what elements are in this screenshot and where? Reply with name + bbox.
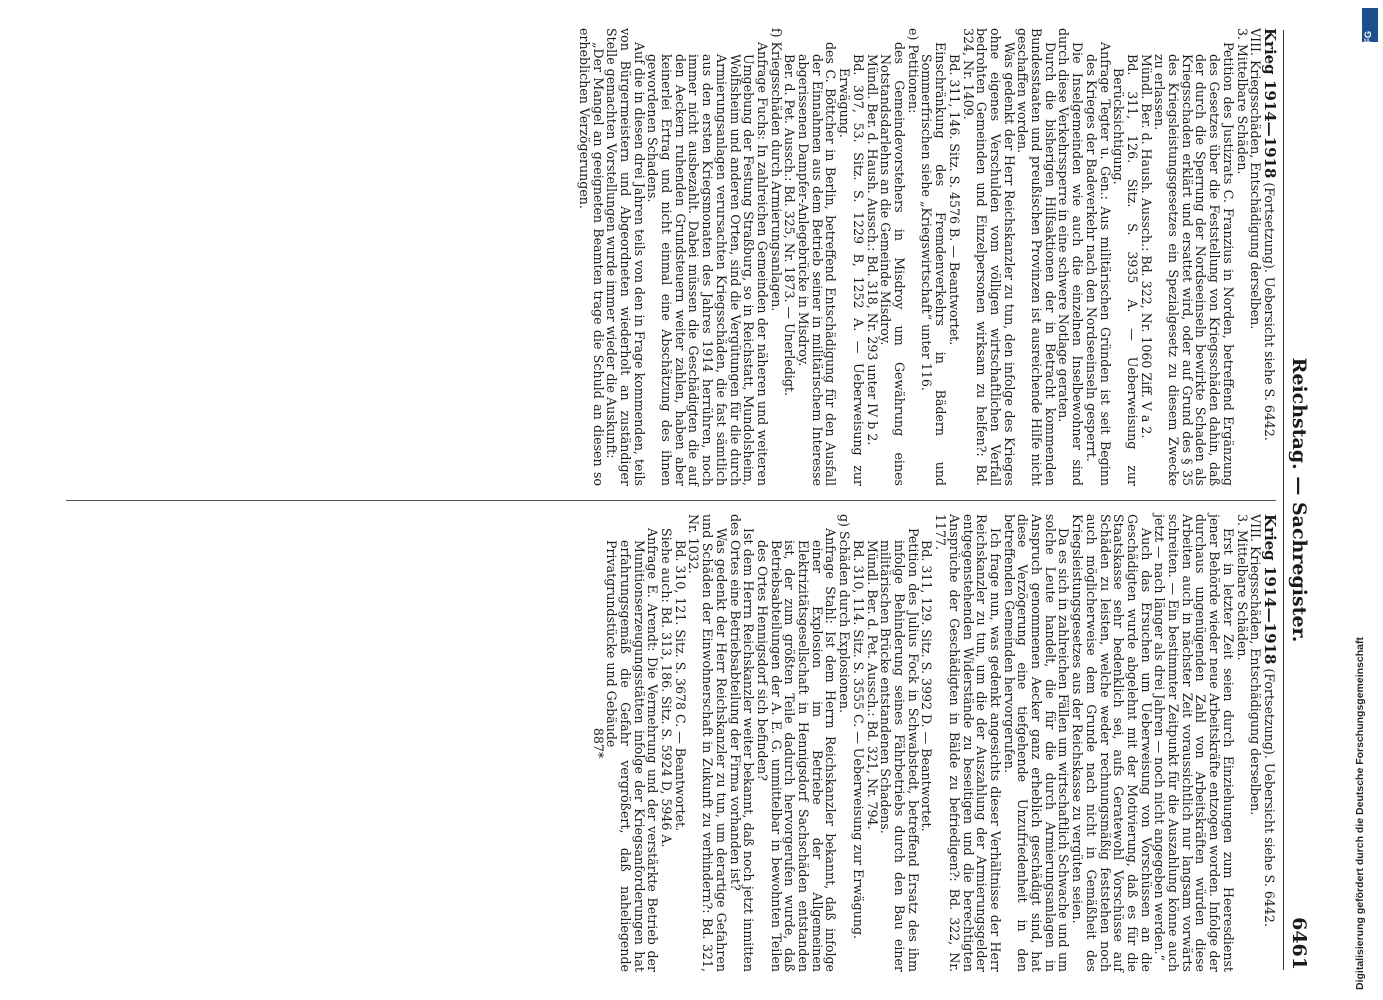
subsection-heading: e) Petitionen: (905, 28, 921, 114)
page-number: 6461 (1288, 917, 1310, 970)
paragraph: Ber. d. Pet. Aussch.: Bd. 325, Nr. 1873. — Unerledigt. (782, 54, 798, 396)
paragraph: Bd. 311, 146. Sitz. S. 4576 B. — Beantwortet. (946, 54, 962, 346)
section-heading: 3. Mittelbare Schäden. (1234, 514, 1250, 661)
section-heading: Krieg 1914—1918 (Fortsetzung). Uebersicht siehe S. 6442. (1261, 28, 1279, 441)
dfg-logo (1362, 8, 1378, 50)
paragraph: Einschränkung des Fremdenverkehrs in Bädern und Sommerfrischen siehe „Kriegswirtschaft“ unter 116. (919, 42, 949, 486)
paragraph: Anfrage E. Arendt: Die Vermehrung und der verstärkte Betrieb der Munitionserzeugungsstätten infolge der Kriegsanforderungen hat erfahrungsgemäß die Gefahr vergrößert, daß naheliegende Privatgrundstücke und Gebäude (604, 528, 661, 972)
paragraph: Bd. 310, 121. Sitz. S. 3678 C. — Beantwortet. (672, 540, 688, 832)
subsection-heading: f) Kriegsschäden durch Armierungsanlagen. (768, 28, 784, 312)
paragraph: Mündl. Ber. d. Haush. Aussch.: Bd. 322, Nr. 1060 Ziff. V a 2. (1138, 54, 1154, 439)
paragraph: des C. Böttcher in Berlin, betreffend Entschädigung für den Ausfall der Einnahmen aus dem Betrieb seiner in militärischem Interesse abgerissenen Dampfer-Anlegebrücke in Misdroy. (796, 42, 839, 486)
paragraph: Anfrage Fuchs: In zahlreichen Gemeinden der näheren und weiteren Umgebung der Festung Straßburg, so in Reichstatt, Mundolsheim, Wolfisheim und anderen Orten, sind die Vergütungen für die durch Armierungsanlagen verursachten Kriegsschäden, die fast sämtlich aus den ersten Kriegsmonaten des Jahres 1914 herrühren, noch immer nicht ausbezahlt. Dabei müssen die Geschädigten die auf den Aeckern ruhenden Grundsteuern weiter zahlen, haben aber keinerlei Ertrag und nicht einmal eine Abschätzung des ihnen gewordenen Schadens. (645, 42, 770, 486)
paragraph: Da es sich in zahlreichen Fällen um wirtschaftlich Schwache und um solche Leute handelt, die für die durch Armierungsanlagen in Anspruch genommenen Aecker ganz erheblich geschädigt sind, hat diese Verzögerung eine tiefgehende Unzufriedenheit in den betreffenden Gemeinden hervorgerufen. (1001, 514, 1072, 972)
paragraph: Anfrage Stahl: Ist dem Herrn Reichskanzler bekannt, daß infolge einer Explosion im Betriebe der Allgemeinen Elektrizitätsgesellschaft in Hennigsdorf Sachschäden entstanden ist, der zum größten Teile dadurch hervorgerufen wurde, daß Betriebsabteilungen der A. E. G. unmittelbar in bewohnten Teilen des Ortes Hennigsdorf sich befinden? (754, 528, 839, 972)
paragraph: Mündl. Ber. d. Pet. Aussch.: Bd. 321, Nr. 794. (864, 540, 880, 830)
paragraph: 887* (590, 727, 606, 759)
section-heading: 3. Mittelbare Schäden. (1234, 28, 1250, 175)
paragraph: Ich frage nun, was gedenkt angesichts dieser Verhältnisse der Herr Reichskanzler zu tun, um die der Auszahlung der Armierungsgelder entgegenstehenden Widerstände zu beseitigen und die berechtigten Ansprüche der Geschädigten in Bälde zu befriedigen?: Bd. 322, Nr. 1177. (933, 514, 1003, 972)
paragraph: Bd. 311, 126. Sitz. S. 3935 A. — Ueberweisung zur Berücksichtigung. (1111, 54, 1140, 486)
paragraph: Anfrage Tegter u. Gen.: Aus militärischen Gründen ist seit Beginn des Krieges der Badeverkehr nach den Nordseeinseln gesperrt. (1083, 42, 1113, 486)
right-column (36, 514, 1279, 972)
paragraph: Petition des Justizrats C. Franzius in Norden, betreffend Ergänzung des Gesetzes über die Feststellung von Kriegsschäden dahin, daß der durch die Sperrung der Nordseeinseln bewirkte Schaden als Kriegsschaden erklärt und ersattet wird, oder auf Grund des § 35 des Kriegsleistungsgesetzes ein Spezialgesetz zu diesem Zwecke zu erlassen. (1152, 42, 1236, 486)
dfg-logo-text: DFG (1363, 31, 1373, 50)
paragraph: Ist dem Herrn Reichskanzler weiter bekannt, daß noch jetzt inmitten des Ortes eine Betriebsabteilung der Firma vorhanden ist? (727, 514, 757, 972)
paragraph: Erst in letzter Zeit seien durch Einziehungen zum Heeresdienst jener Behörde wieder neue Arbeitskräfte entzogen worden. Infolge der durchaus ungenügenden Zahl von Arbeitskräften würden diese Arbeiten auch in nächster Zeit voraussichtlich nur langsam vorwärts schreiten. — Ein bestimmter Zeitpunkt für die Auszahlung könne auch jetzt — nach länger als drei Jahren — noch nicht angegeben werden.“ (1152, 514, 1236, 972)
paragraph: Bd. 311, 129. Sitz. S. 3992 D. — Beantwortet. (919, 540, 935, 832)
digitization-note (1352, 10, 1372, 990)
section-heading: Krieg 1914—1918 (Fortsetzung). Uebersicht siehe S. 6442. (1261, 514, 1279, 927)
paragraph: Die Inselgemeinden wie auch die einzelnen Inselbewohner sind durch diese Verkehrssperre in eine schwere Notlage geraten. (1056, 28, 1086, 486)
paragraph: Siehe auch: Bd. 313, 186. Sitz. S. 5924 D, 5946 A. (659, 528, 675, 848)
digitization-note-text: Digitalisierung gefördert durch die Deutsche Forschungsgemeinschaft (1354, 637, 1366, 990)
paragraph: des Gemeindevorstehers in Misdroy um Gewährung eines Notstandsdarlehns an die Gemeinde Misdroy. (878, 42, 908, 486)
document-page (8, 0, 1338, 1000)
page-title: Reichstag. — Sachregister. (1288, 357, 1310, 643)
paragraph: Petition des Julius Fock in Schwabstedt, betreffend Ersatz des ihm infolge Behinderung seines Fährbetriebs durch den Bau einer militärischen Brücke entstandenen Schadens. (878, 528, 921, 972)
paragraph: Was gedenkt der Herr Reichskanzler zu tun, um derartige Gefahren und Schäden der Einwohnerschaft in Zukunft zu verhindern?: Bd. 321, Nr. 1032. (686, 514, 729, 972)
section-heading: VIII. Kriegsschäden, Entschädigung derselben. (1248, 28, 1264, 330)
paragraph: Bd. 307, 53. Sitz. S. 1229 B, 1252 A. — Ueberweisung zur Erwägung. (837, 54, 866, 486)
column-divider (66, 500, 1276, 501)
section-heading: VIII. Kriegsschäden, Entschädigung derselben. (1248, 514, 1264, 816)
subsection-heading: g) Schäden durch Explosionen. (837, 514, 853, 713)
running-head (1283, 30, 1310, 970)
paragraph: Was gedenkt der Herr Reichskanzler zu tun, den infolge des Krieges ohne eigenes Verschulden vom völligen wirtschaftlichen Verfall bedrohten Gemeinden und Einzelpersonen wirksam zu helfen?: Bd. 324, Nr. 1409. (960, 28, 1017, 486)
paragraph: Auch das Ersuchen um Ueberweisung von Vorschüssen an die Geschädigten wurde abgelehnt mit der Motivierung, daß es für die Staatskasse sehr bedenklich sei, aufs Geratewohl Vorschüsse auf Schäden zu leisten, welche weder rechnungsmäßig feststehen noch auch möglicherweise dem Grunde nach nicht in Gemäßheit des Kriegsleistungsgesetzes aus der Reichskasse zu vergüten seien. (1070, 514, 1154, 972)
paragraph: Bd. 310, 114. Sitz. S. 3555 C. — Ueberweisung zur Erwägung. (850, 540, 866, 940)
paragraph: „Der Mangel an geeigneten Beamten trage die Schuld an diesen so erheblichen Verzögerungen. (576, 28, 606, 486)
paragraph: Auf die in diesen drei Jahren teils von den in Frage kommenden, teils von Bürgermeistern und Abgeordneten wiederholt an zuständiger Stelle gemachten Vorstellungen wurde immer wieder die Auskunft: (604, 28, 647, 486)
paragraph: Durch die bisherigen Hilfsaktionen der in Betracht kommenden Bundesstaaten und preußischen Provinzen ist ausreichende Hilfe nicht geschaffen worden. (1015, 28, 1058, 486)
left-column (36, 28, 1279, 486)
paragraph: Mündl. Ber. d. Haush. Aussch.: Bd. 318, Nr. 293 unter IV b 2. (864, 54, 880, 446)
